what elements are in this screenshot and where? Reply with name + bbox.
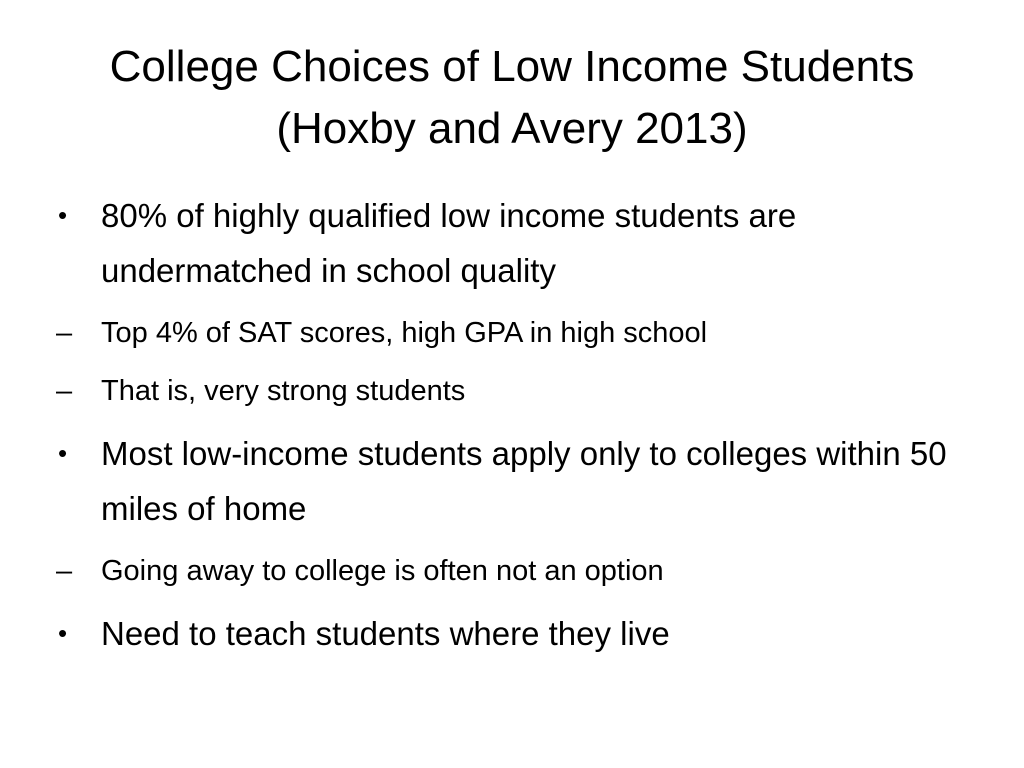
bullet-text: 80% of highly qualified low income students are undermatched in school quality: [101, 197, 797, 289]
bullet-item-undermatched: [56, 188, 1006, 298]
sub-bullet-list: [56, 304, 1006, 420]
sub-bullet-item: [56, 362, 1006, 420]
sub-bullet-text: Going away to college is often not an option: [101, 555, 664, 587]
bullet-list: [56, 188, 1006, 667]
dash-icon: –: [56, 555, 73, 587]
bullet-icon: •: [58, 438, 68, 468]
sub-bullet-item: [56, 542, 1006, 600]
bullet-item-teach-local: [56, 606, 1006, 661]
sub-bullet-text: Top 4% of SAT scores, high GPA in high school: [101, 317, 708, 349]
title-line-1: College Choices of Low Income Students: [109, 42, 915, 91]
bullet-text: Most low-income students apply only to colleges within 50 miles of home: [101, 435, 947, 527]
bullet-icon: •: [58, 200, 68, 230]
dash-icon: –: [56, 375, 73, 407]
sub-list-container: [56, 542, 1006, 600]
sub-list-container: [56, 304, 1006, 420]
slide-title: [40, 36, 984, 160]
sub-bullet-item: [56, 304, 1006, 362]
dash-icon: –: [56, 317, 73, 349]
bullet-icon: •: [58, 618, 68, 648]
sub-bullet-text: That is, very strong students: [101, 375, 466, 407]
sub-bullet-list: [56, 542, 1006, 600]
bullet-item-apply-nearby: [56, 426, 1006, 536]
title-line-2: (Hoxby and Avery 2013): [276, 104, 748, 153]
bullet-text: Need to teach students where they live: [101, 615, 670, 652]
